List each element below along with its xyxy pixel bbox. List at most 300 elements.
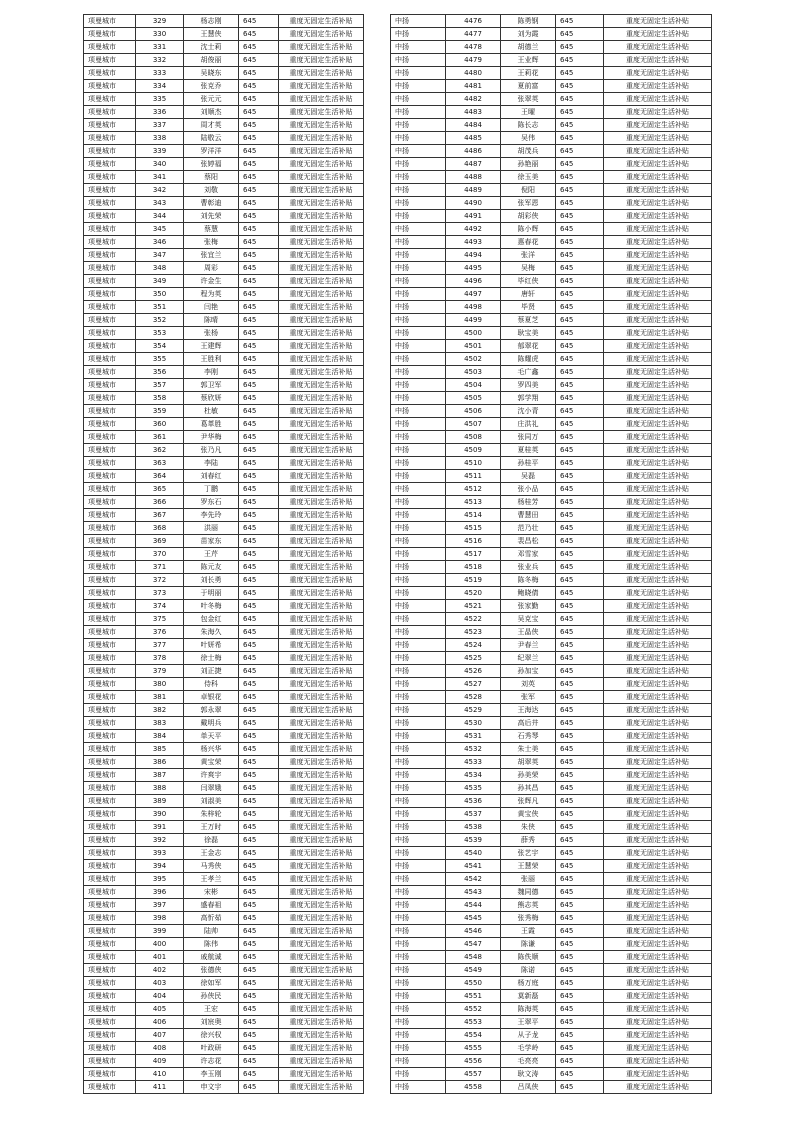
table-row [84, 730, 364, 743]
table-row [84, 743, 364, 756]
serial-number-cell: 4491 [446, 210, 501, 223]
table-row [84, 236, 364, 249]
table-row [84, 1055, 364, 1068]
table-row [391, 834, 712, 847]
amount-cell: 645 [239, 366, 279, 379]
subsidy-type-cell: 重度无固定生活补贴 [604, 717, 712, 730]
table-row [84, 288, 364, 301]
name-cell: 戴明兵 [184, 717, 239, 730]
location-cell: 中扬 [391, 54, 446, 67]
table-row [84, 977, 364, 990]
subsidy-type-cell: 重度无固定生活补贴 [279, 314, 364, 327]
table-row [391, 132, 712, 145]
amount-cell: 645 [556, 223, 604, 236]
location-cell: 中扬 [391, 431, 446, 444]
table-row [391, 990, 712, 1003]
amount-cell: 645 [556, 470, 604, 483]
subsidy-type-cell: 重度无固定生活补贴 [279, 171, 364, 184]
amount-cell: 645 [239, 158, 279, 171]
name-cell: 范乃壮 [501, 522, 556, 535]
table-row [391, 535, 712, 548]
serial-number-cell: 4545 [446, 912, 501, 925]
location-cell: 中扬 [391, 1055, 446, 1068]
subsidy-type-cell: 重度无固定生活补贴 [604, 1081, 712, 1094]
name-cell: 鲍晓倩 [501, 587, 556, 600]
amount-cell: 645 [556, 184, 604, 197]
location-cell: 项曼城市 [84, 652, 136, 665]
name-cell: 王慧侠 [184, 28, 239, 41]
amount-cell: 645 [556, 821, 604, 834]
name-cell: 陆敬云 [184, 132, 239, 145]
subsidy-type-cell: 重度无固定生活补贴 [604, 1003, 712, 1016]
name-cell: 曹彰迪 [184, 197, 239, 210]
subsidy-type-cell: 重度无固定生活补贴 [604, 769, 712, 782]
subsidy-type-cell: 重度无固定生活补贴 [279, 301, 364, 314]
serial-number-cell: 373 [136, 587, 184, 600]
table-row [391, 262, 712, 275]
subsidy-type-cell: 重度无固定生活补贴 [279, 444, 364, 457]
name-cell: 叶妍希 [184, 639, 239, 652]
table-row [84, 821, 364, 834]
serial-number-cell: 369 [136, 535, 184, 548]
name-cell: 薛秀 [501, 834, 556, 847]
location-cell: 项曼城市 [84, 93, 136, 106]
subsidy-type-cell: 重度无固定生活补贴 [604, 535, 712, 548]
amount-cell: 645 [556, 600, 604, 613]
subsidy-type-cell: 重度无固定生活补贴 [604, 704, 712, 717]
name-cell: 王宏 [184, 1003, 239, 1016]
serial-number-cell: 4527 [446, 678, 501, 691]
location-cell: 中扬 [391, 483, 446, 496]
amount-cell: 645 [239, 795, 279, 808]
location-cell: 中扬 [391, 210, 446, 223]
subsidy-type-cell: 重度无固定生活补贴 [604, 925, 712, 938]
location-cell: 中扬 [391, 145, 446, 158]
serial-number-cell: 392 [136, 834, 184, 847]
subsidy-type-cell: 重度无固定生活补贴 [279, 210, 364, 223]
location-cell: 中扬 [391, 769, 446, 782]
serial-number-cell: 380 [136, 678, 184, 691]
location-cell: 中扬 [391, 1081, 446, 1094]
subsidy-type-cell: 重度无固定生活补贴 [279, 704, 364, 717]
amount-cell: 645 [556, 873, 604, 886]
table-row [391, 119, 712, 132]
location-cell: 中扬 [391, 561, 446, 574]
name-cell: 李玉刚 [184, 1068, 239, 1081]
table-row [84, 171, 364, 184]
table-row [391, 28, 712, 41]
subsidy-type-cell: 重度无固定生活补贴 [279, 938, 364, 951]
table-row [391, 184, 712, 197]
amount-cell: 645 [556, 860, 604, 873]
name-cell: 陈冬梅 [501, 574, 556, 587]
serial-number-cell: 347 [136, 249, 184, 262]
serial-number-cell: 4542 [446, 873, 501, 886]
subsidy-type-cell: 重度无固定生活补贴 [279, 223, 364, 236]
name-cell: 王芹 [184, 548, 239, 561]
name-cell: 张秀梅 [501, 912, 556, 925]
name-cell: 洪丽 [184, 522, 239, 535]
name-cell: 熊志英 [501, 899, 556, 912]
subsidy-type-cell: 重度无固定生活补贴 [604, 938, 712, 951]
name-cell: 沈士莉 [184, 41, 239, 54]
location-cell: 中扬 [391, 444, 446, 457]
serial-number-cell: 4554 [446, 1029, 501, 1042]
serial-number-cell: 361 [136, 431, 184, 444]
name-cell: 张同万 [501, 431, 556, 444]
name-cell: 陈海英 [501, 1003, 556, 1016]
amount-cell: 645 [556, 886, 604, 899]
name-cell: 庄洪礼 [501, 418, 556, 431]
serial-number-cell: 4555 [446, 1042, 501, 1055]
table-row [84, 197, 364, 210]
name-cell: 丁鹏 [184, 483, 239, 496]
amount-cell: 645 [556, 808, 604, 821]
name-cell: 刘顺杰 [184, 106, 239, 119]
table-row [84, 80, 364, 93]
location-cell: 项曼城市 [84, 509, 136, 522]
name-cell: 王海达 [501, 704, 556, 717]
location-cell: 项曼城市 [84, 639, 136, 652]
table-row [84, 496, 364, 509]
table-row [84, 1068, 364, 1081]
serial-number-cell: 346 [136, 236, 184, 249]
serial-number-cell: 410 [136, 1068, 184, 1081]
table-row [391, 67, 712, 80]
name-cell: 郭卫军 [184, 379, 239, 392]
subsidy-type-cell: 重度无固定生活补贴 [604, 431, 712, 444]
name-cell: 曹慧田 [501, 509, 556, 522]
location-cell: 项曼城市 [84, 522, 136, 535]
name-cell: 胡彩侠 [501, 210, 556, 223]
amount-cell: 645 [556, 626, 604, 639]
amount-cell: 645 [556, 340, 604, 353]
table-row [84, 639, 364, 652]
location-cell: 中扬 [391, 795, 446, 808]
table-row [84, 327, 364, 340]
table-row [84, 444, 364, 457]
serial-number-cell: 4486 [446, 145, 501, 158]
amount-cell: 645 [239, 1029, 279, 1042]
serial-number-cell: 330 [136, 28, 184, 41]
subsidy-type-cell: 重度无固定生活补贴 [279, 236, 364, 249]
amount-cell: 645 [239, 821, 279, 834]
subsidy-type-cell: 重度无固定生活补贴 [604, 548, 712, 561]
name-cell: 张翠英 [501, 93, 556, 106]
table-row [391, 704, 712, 717]
location-cell: 中扬 [391, 756, 446, 769]
location-cell: 项曼城市 [84, 860, 136, 873]
amount-cell: 645 [239, 483, 279, 496]
serial-number-cell: 4498 [446, 301, 501, 314]
table-row [391, 457, 712, 470]
table-row [84, 418, 364, 431]
serial-number-cell: 4536 [446, 795, 501, 808]
name-cell: 高后井 [501, 717, 556, 730]
subsidy-type-cell: 重度无固定生活补贴 [279, 119, 364, 132]
amount-cell: 645 [556, 275, 604, 288]
serial-number-cell: 390 [136, 808, 184, 821]
location-cell: 项曼城市 [84, 665, 136, 678]
serial-number-cell: 342 [136, 184, 184, 197]
table-row [84, 41, 364, 54]
location-cell: 项曼城市 [84, 782, 136, 795]
amount-cell: 645 [556, 769, 604, 782]
location-cell: 项曼城市 [84, 964, 136, 977]
name-cell: 王翠平 [501, 1016, 556, 1029]
table-row [84, 275, 364, 288]
table-row [84, 28, 364, 41]
location-cell: 项曼城市 [84, 834, 136, 847]
name-cell: 刘先荣 [184, 210, 239, 223]
table-row [391, 249, 712, 262]
serial-number-cell: 375 [136, 613, 184, 626]
table-row [391, 15, 712, 28]
name-cell: 毛广鑫 [501, 366, 556, 379]
table-row [84, 795, 364, 808]
location-cell: 项曼城市 [84, 743, 136, 756]
amount-cell: 645 [239, 340, 279, 353]
amount-cell: 645 [556, 678, 604, 691]
name-cell: 尹华梅 [184, 431, 239, 444]
amount-cell: 645 [556, 990, 604, 1003]
subsidy-type-cell: 重度无固定生活补贴 [604, 418, 712, 431]
name-cell: 王莉花 [501, 67, 556, 80]
serial-number-cell: 4558 [446, 1081, 501, 1094]
name-cell: 徐兴权 [184, 1029, 239, 1042]
table-row [84, 431, 364, 444]
location-cell: 项曼城市 [84, 353, 136, 366]
table-row [84, 522, 364, 535]
table-row [391, 145, 712, 158]
name-cell: 王建辉 [184, 340, 239, 353]
location-cell: 中扬 [391, 418, 446, 431]
table-row [391, 756, 712, 769]
subsidy-type-cell: 重度无固定生活补贴 [279, 93, 364, 106]
location-cell: 中扬 [391, 600, 446, 613]
table-row [84, 210, 364, 223]
serial-number-cell: 341 [136, 171, 184, 184]
subsidy-type-cell: 重度无固定生活补贴 [279, 730, 364, 743]
amount-cell: 645 [556, 691, 604, 704]
table-row [84, 704, 364, 717]
amount-cell: 645 [239, 899, 279, 912]
amount-cell: 645 [239, 509, 279, 522]
name-cell: 王金志 [184, 847, 239, 860]
location-cell: 中扬 [391, 67, 446, 80]
table-row [391, 431, 712, 444]
name-cell: 孙艳丽 [501, 158, 556, 171]
table-row [84, 652, 364, 665]
amount-cell: 645 [556, 249, 604, 262]
amount-cell: 645 [556, 80, 604, 93]
table-row [391, 691, 712, 704]
serial-number-cell: 371 [136, 561, 184, 574]
serial-number-cell: 406 [136, 1016, 184, 1029]
location-cell: 中扬 [391, 691, 446, 704]
amount-cell: 645 [556, 795, 604, 808]
subsidy-type-cell: 重度无固定生活补贴 [604, 314, 712, 327]
amount-cell: 645 [239, 444, 279, 457]
location-cell: 中扬 [391, 184, 446, 197]
name-cell: 罗四美 [501, 379, 556, 392]
name-cell: 张乃凡 [184, 444, 239, 457]
location-cell: 中扬 [391, 236, 446, 249]
amount-cell: 645 [556, 327, 604, 340]
table-row [391, 561, 712, 574]
name-cell: 郁翠花 [501, 340, 556, 353]
name-cell: 杜敏 [184, 405, 239, 418]
subsidy-type-cell: 重度无固定生活补贴 [279, 626, 364, 639]
serial-number-cell: 4500 [446, 327, 501, 340]
name-cell: 刘为霞 [501, 28, 556, 41]
table-row [391, 288, 712, 301]
subsidy-type-cell: 重度无固定生活补贴 [279, 1081, 364, 1094]
name-cell: 周才英 [184, 119, 239, 132]
amount-cell: 645 [239, 80, 279, 93]
location-cell: 项曼城市 [84, 1029, 136, 1042]
amount-cell: 645 [556, 717, 604, 730]
table-row [84, 301, 364, 314]
amount-cell: 645 [239, 756, 279, 769]
location-cell: 中扬 [391, 353, 446, 366]
location-cell: 中扬 [391, 1003, 446, 1016]
table-row [391, 1016, 712, 1029]
name-cell: 陈长志 [501, 119, 556, 132]
table-row [391, 1042, 712, 1055]
serial-number-cell: 362 [136, 444, 184, 457]
table-row [391, 93, 712, 106]
table-row [391, 912, 712, 925]
serial-number-cell: 4533 [446, 756, 501, 769]
serial-number-cell: 359 [136, 405, 184, 418]
name-cell: 孙桂平 [501, 457, 556, 470]
location-cell: 中扬 [391, 834, 446, 847]
subsidy-type-cell: 重度无固定生活补贴 [279, 353, 364, 366]
serial-number-cell: 367 [136, 509, 184, 522]
location-cell: 中扬 [391, 626, 446, 639]
table-row [391, 275, 712, 288]
serial-number-cell: 385 [136, 743, 184, 756]
name-cell: 胡俊丽 [184, 54, 239, 67]
amount-cell: 645 [239, 1081, 279, 1094]
name-cell: 张辉凡 [501, 795, 556, 808]
location-cell: 中扬 [391, 912, 446, 925]
subsidy-type-cell: 重度无固定生活补贴 [279, 990, 364, 1003]
table-row [84, 600, 364, 613]
serial-number-cell: 4539 [446, 834, 501, 847]
name-cell: 王霞 [501, 925, 556, 938]
amount-cell: 645 [239, 418, 279, 431]
table-row [84, 145, 364, 158]
location-cell: 中扬 [391, 301, 446, 314]
name-cell: 申文宇 [184, 1081, 239, 1094]
location-cell: 中扬 [391, 704, 446, 717]
location-cell: 中扬 [391, 262, 446, 275]
amount-cell: 645 [239, 132, 279, 145]
table-row [391, 977, 712, 990]
table-row [84, 483, 364, 496]
table-row [391, 548, 712, 561]
serial-number-cell: 329 [136, 15, 184, 28]
name-cell: 唐轩 [501, 288, 556, 301]
amount-cell: 645 [556, 509, 604, 522]
name-cell: 李陆 [184, 457, 239, 470]
name-cell: 倪阳 [501, 184, 556, 197]
serial-number-cell: 348 [136, 262, 184, 275]
table-row [391, 340, 712, 353]
serial-number-cell: 4484 [446, 119, 501, 132]
subsidy-type-cell: 重度无固定生活补贴 [279, 184, 364, 197]
location-cell: 中扬 [391, 327, 446, 340]
location-cell: 中扬 [391, 509, 446, 522]
serial-number-cell: 384 [136, 730, 184, 743]
serial-number-cell: 397 [136, 899, 184, 912]
name-cell: 杨万庭 [501, 977, 556, 990]
amount-cell: 645 [556, 548, 604, 561]
serial-number-cell: 398 [136, 912, 184, 925]
serial-number-cell: 338 [136, 132, 184, 145]
subsidy-type-cell: 重度无固定生活补贴 [279, 808, 364, 821]
table-row [391, 587, 712, 600]
name-cell: 叶政研 [184, 1042, 239, 1055]
location-cell: 项曼城市 [84, 366, 136, 379]
amount-cell: 645 [239, 873, 279, 886]
amount-cell: 645 [239, 613, 279, 626]
serial-number-cell: 4512 [446, 483, 501, 496]
table-row [84, 964, 364, 977]
table-row [84, 457, 364, 470]
subsidy-type-cell: 重度无固定生活补贴 [604, 119, 712, 132]
name-cell: 张婷福 [184, 158, 239, 171]
name-cell: 蔡阳 [184, 171, 239, 184]
table-row [391, 470, 712, 483]
serial-number-cell: 4510 [446, 457, 501, 470]
serial-number-cell: 4514 [446, 509, 501, 522]
subsidy-type-cell: 重度无固定生活补贴 [604, 1055, 712, 1068]
serial-number-cell: 4552 [446, 1003, 501, 1016]
serial-number-cell: 400 [136, 938, 184, 951]
amount-cell: 645 [556, 301, 604, 314]
amount-cell: 645 [556, 15, 604, 28]
amount-cell: 645 [239, 210, 279, 223]
subsidy-type-cell: 重度无固定生活补贴 [604, 145, 712, 158]
amount-cell: 645 [556, 938, 604, 951]
serial-number-cell: 4519 [446, 574, 501, 587]
serial-number-cell: 334 [136, 80, 184, 93]
location-cell: 项曼城市 [84, 301, 136, 314]
location-cell: 中扬 [391, 496, 446, 509]
table-row [391, 678, 712, 691]
location-cell: 中扬 [391, 80, 446, 93]
name-cell: 张克乔 [184, 80, 239, 93]
location-cell: 项曼城市 [84, 340, 136, 353]
serial-number-cell: 4535 [446, 782, 501, 795]
table-row [84, 535, 364, 548]
table-row [391, 795, 712, 808]
location-cell: 项曼城市 [84, 704, 136, 717]
subsidy-type-cell: 重度无固定生活补贴 [604, 808, 712, 821]
location-cell: 项曼城市 [84, 886, 136, 899]
name-cell: 张洋 [501, 249, 556, 262]
amount-cell: 645 [239, 1016, 279, 1029]
serial-number-cell: 4525 [446, 652, 501, 665]
name-cell: 闫艳 [184, 301, 239, 314]
serial-number-cell: 399 [136, 925, 184, 938]
serial-number-cell: 4516 [446, 535, 501, 548]
subsidy-type-cell: 重度无固定生活补贴 [279, 1003, 364, 1016]
serial-number-cell: 4524 [446, 639, 501, 652]
